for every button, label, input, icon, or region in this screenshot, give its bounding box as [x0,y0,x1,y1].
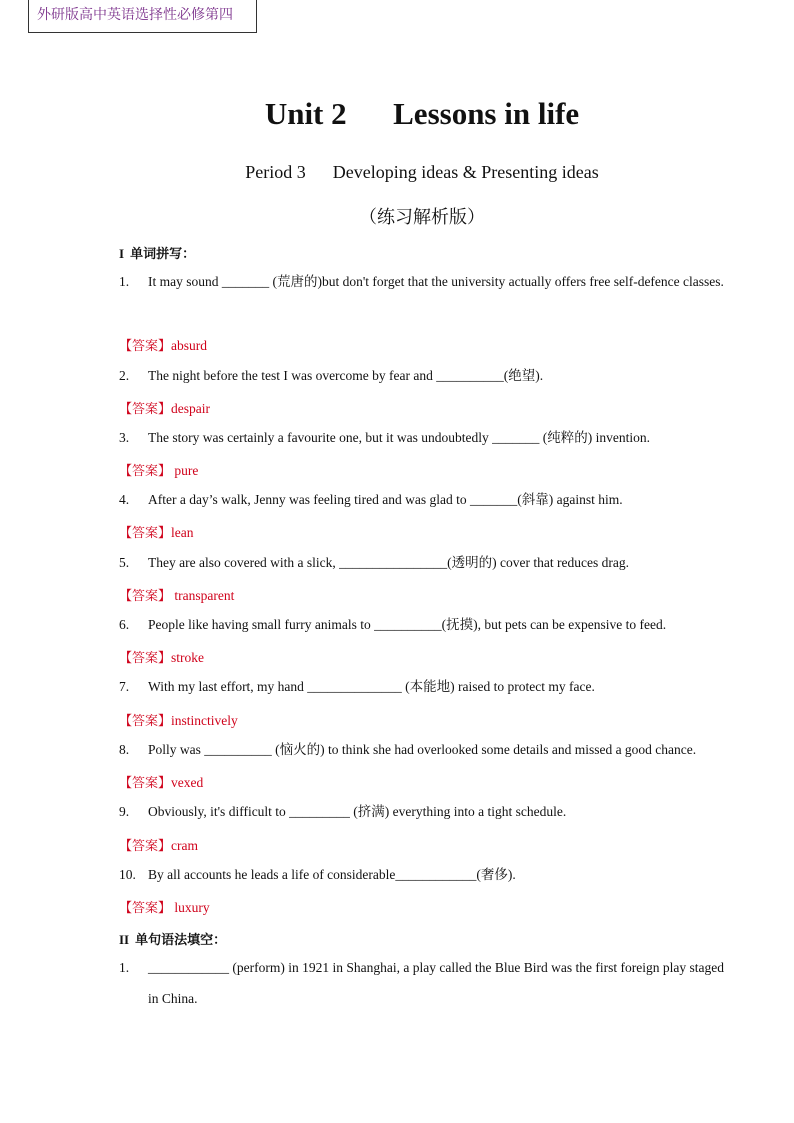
section-number: II [119,932,130,947]
answer-line [119,522,194,541]
question-number: 10. [119,867,136,882]
answer-tag: 【答案】 [119,589,172,604]
question-number: 6. [119,617,130,632]
answer-tag: 【答案】 [119,526,172,541]
question-item [119,360,724,391]
answer-line [119,897,210,916]
answer-line [119,772,203,791]
question-item [119,422,724,453]
question-text: The story was certainly a favourite one, but it was undoubtedly _______ (纯粹的) invention. [148,430,651,445]
section-title: 单句语法填空： [135,933,227,948]
answer-text: instinctively [171,713,238,728]
question-item [119,484,724,515]
answer-line [119,398,210,417]
question-text: ____________ (perform) in 1921 in Shanghai, a play called the Blue Bird was the first foreign play staged in China. [148,960,724,1006]
answer-text: luxury [171,900,210,915]
question-number: 1. [119,274,130,289]
page-title: Unit 2 Lessons in life [264,96,580,131]
question-number: 8. [119,742,130,757]
section-title: 单词拼写： [130,247,196,262]
question-number: 7. [119,679,130,694]
question-number: 1. [119,960,130,975]
answer-text: vexed [171,775,204,790]
answer-tag: 【答案】 [119,402,172,417]
question-item [119,266,724,297]
answer-text: pure [171,463,199,478]
question-text: After a day’s walk, Jenny was feeling tired and was glad to _______(斜靠) against him. [148,492,623,507]
answer-line [119,835,198,854]
question-number: 5. [119,555,130,570]
question-text: People like having small furry animals to __________(抚摸), but pets can be expensive to feed. [148,617,667,632]
question-item [119,547,724,578]
question-number: 9. [119,804,130,819]
answer-tag: 【答案】 [119,339,172,354]
section-number: I [119,246,125,261]
answer-text: absurd [171,338,208,353]
answer-line [119,647,204,666]
question-item [119,952,724,1014]
question-text: Polly was __________ (恼火的) to think she had overlooked some details and missed a good chance. [148,742,697,757]
question-item [119,859,724,890]
question-item [119,796,724,827]
answer-line [119,710,238,729]
question-item [119,671,724,702]
answer-line [119,335,207,354]
answer-tag: 【答案】 [119,901,172,916]
question-number: 2. [119,368,130,383]
answer-text: lean [171,525,194,540]
question-number: 3. [119,430,130,445]
page-subtitle: Period 3 Developing ideas & Presenting ideas [245,162,599,182]
answer-line [119,585,234,604]
section-word-spelling [119,243,195,262]
answer-tag: 【答案】 [119,651,172,666]
question-text: By all accounts he leads a life of considerable____________(奢侈). [148,867,516,882]
answer-line [119,460,198,479]
question-text: It may sound _______ (荒唐的)but don't forget that the university actually offers free self-defence classes. [148,274,724,289]
question-item [119,734,724,765]
answer-tag: 【答案】 [119,714,172,729]
answer-tag: 【答案】 [119,464,172,479]
question-text: They are also covered with a slick, ________________(透明的) cover that reduces drag. [148,555,629,570]
answer-tag: 【答案】 [119,776,172,791]
answer-text: cram [171,838,198,853]
answer-text: stroke [171,650,205,665]
answer-text: despair [171,401,210,416]
section-grammar-fill [119,929,226,948]
question-item [119,609,724,640]
question-text: With my last effort, my hand ______________ (本能地) raised to protect my face. [148,679,595,694]
edition-label: （练习解析版） [359,207,485,228]
answer-tag: 【答案】 [119,839,172,854]
header-label: 外研版高中英语选择性必修第四 [28,0,257,33]
answer-text: transparent [171,588,235,603]
question-text: The night before the test I was overcome by fear and __________(绝望). [148,368,544,383]
question-number: 4. [119,492,130,507]
question-text: Obviously, it's difficult to _________ (挤满) everything into a tight schedule. [148,804,567,819]
